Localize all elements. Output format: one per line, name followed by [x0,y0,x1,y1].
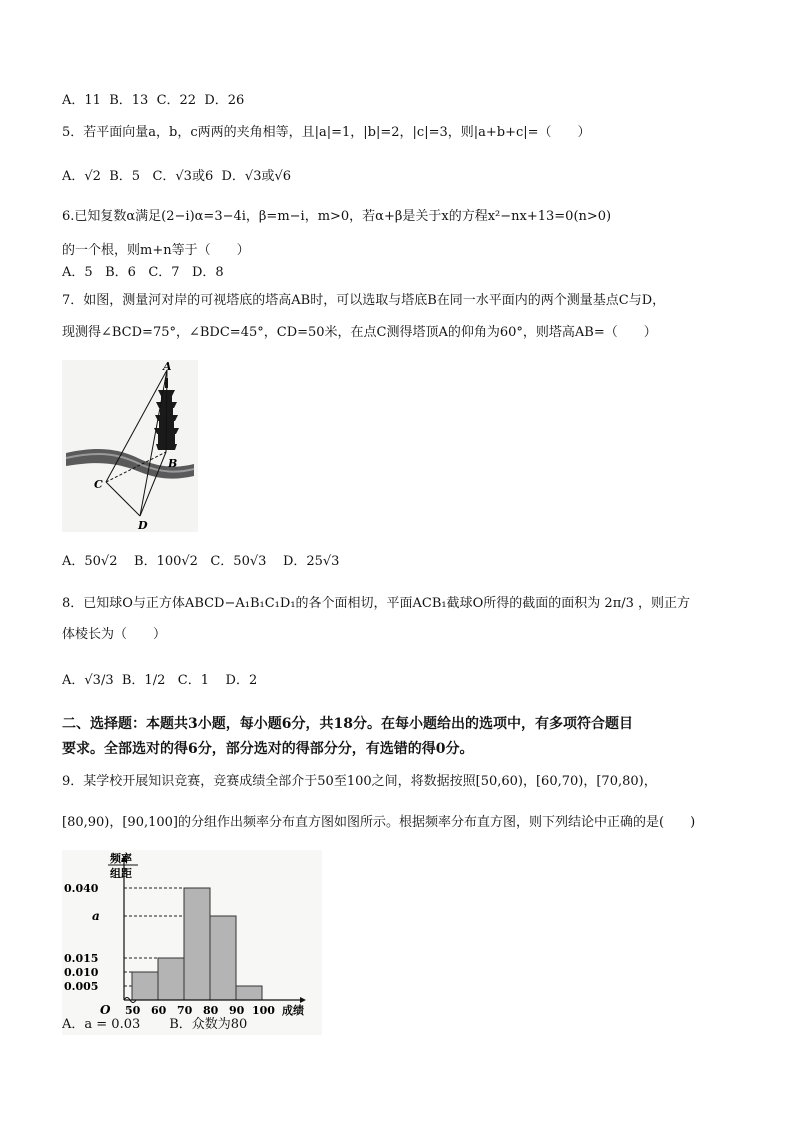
tower-figure [62,360,198,532]
y-label-bottom: 组距 [110,867,132,880]
point-b-label: B [168,457,178,470]
q9-option-a: A．a = 0.03 [62,1017,141,1032]
x-tick-label: 70 [177,1004,193,1017]
q6-option-d: D．8 [191,265,224,280]
q4-option-a: A．11 [62,93,101,108]
section2-heading-cont: 要求。全部选对的得6分，部分选对的得部分分，有选错的得0分。 [62,741,474,757]
histogram-bar [236,986,262,1000]
y-tick-label: 0.010 [64,966,99,979]
x-tick-label: 60 [151,1004,167,1017]
q8-options [62,672,257,690]
q7-option-b: B．100√2 [134,554,198,569]
q7-stem-cont: 现测得∠BCD=75°，∠BDC=45°，CD=50米，在点C测得塔顶A的仰角为60°，则塔高AB=（ ） [62,325,657,340]
q7-option-a: A．50√2 [62,554,118,569]
q5-options [62,168,291,186]
q8-stem: 8．已知球O与正方体ABCD−A₁B₁C₁D₁的各个面相切，平面ACB₁截球O所得的截面的面积为 2π/3 ，则正方 [62,596,691,611]
q9-stem-cont: [80,90)，[90,100]的分组作出频率分布直方图如图所示。根据频率分布直方图，则下列结论中正确的是( ) [62,815,696,830]
q8-option-d: D．2 [225,673,258,688]
q4-option-b: B．13 [109,93,149,108]
histogram-bar [158,958,184,1000]
q4-options [62,92,244,110]
q5-option-c: C．√3或6 [152,169,214,184]
x-tick-label: 80 [203,1004,219,1017]
point-a-label: A [163,360,172,373]
q8-option-b: B．1/2 [121,673,166,688]
a-tick-label: a [92,909,100,923]
y-label-top: 频率 [110,852,132,865]
q7-option-d: D．25√3 [282,554,340,569]
x-tick-label: 100 [252,1004,275,1017]
q7-option-c: C．50√3 [210,554,267,569]
q6-options [62,264,224,282]
point-d-label: D [138,519,148,532]
origin-label: O [100,1003,111,1017]
y-tick-label: 0.015 [64,952,99,965]
x-tick-label: 50 [125,1004,141,1017]
frequency-histogram [62,850,322,1035]
histogram-bar [210,916,236,1000]
q6-option-a: A．5 [62,265,93,280]
histogram-bar [132,972,158,1000]
histogram-bar [184,888,210,1000]
q8-option-a: A．√3/3 [62,673,114,688]
q7-options [62,553,339,571]
q9-options [62,1016,247,1034]
q5-option-d: D．√3或√6 [221,169,292,184]
x-tick-label: 90 [229,1004,245,1017]
q4-option-c: C．22 [156,93,197,108]
q6-stem: 6.已知复数α满足(2−i)α=3−4i，β=m−i，m>0，若α+β是关于x的方程x²−nx+13=0(n>0) [62,209,612,224]
q5-option-b: B．5 [109,169,141,184]
q6-stem-cont: 的一个根，则m+n等于（ ） [62,243,250,258]
q7-stem: 7．如图，测量河对岸的可视塔底的塔高AB时，可以选取与塔底B在同一水平面内的两个测量基点C与D， [62,293,666,308]
y-tick-label: 0.040 [64,882,99,895]
q8-stem-cont: 体棱长为（ ） [62,627,167,642]
point-c-label: C [94,478,103,491]
q9-stem: 9．某学校开展知识竞赛，竞赛成绩全部介于50至100之间，将数据按照[50,60)，[60,70)，[70,80)， [62,774,657,789]
section2-heading: 二、选择题：本题共3小题，每小题6分，共18分。在每小题给出的选项中，有多项符合题目 [62,716,633,732]
q8-option-c: C．1 [177,673,209,688]
q6-option-b: B．6 [105,265,136,280]
q6-option-c: C．7 [148,265,180,280]
q4-option-d: D．26 [204,93,245,108]
x-axis-label: 成绩 [282,1004,304,1017]
q5-stem: 5．若平面向量a，b，c两两的夹角相等，且|a|=1，|b|=2，|c|=3，则|a+b+c|=（ ） [62,125,591,140]
q5-option-a: A．√2 [62,169,101,184]
y-tick-label: 0.005 [64,980,99,993]
q9-option-b: B．众数为80 [169,1017,248,1032]
